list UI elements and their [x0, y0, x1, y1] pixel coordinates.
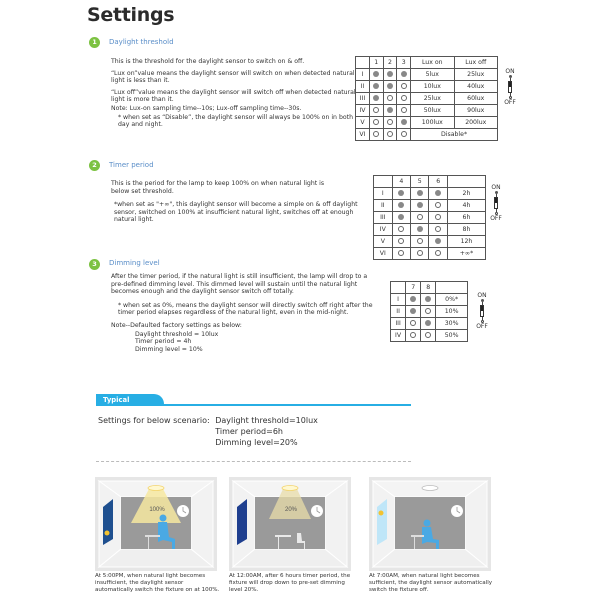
- dip-off-icon: [417, 250, 423, 256]
- dip-cell: [383, 105, 397, 117]
- table-header-cell: 2: [383, 57, 397, 69]
- table-row: [391, 318, 468, 330]
- row-label: II: [356, 81, 370, 93]
- table-row: [374, 224, 486, 236]
- paragraph: “Lux off”value means the daylight sensor will switch off when detected natural light is more than it.: [111, 88, 356, 104]
- window: [103, 499, 113, 545]
- dip-cell: [406, 306, 421, 318]
- value-cell: 60lux: [454, 93, 498, 105]
- table-header-cell: 5: [411, 176, 429, 188]
- paragraph: This is the threshold for the daylight sensor to switch on & off.: [111, 58, 305, 65]
- row-label: I: [356, 69, 370, 81]
- dip-cell: [383, 93, 397, 105]
- row-label: V: [374, 236, 393, 248]
- dip-cell: [411, 188, 429, 200]
- dip-off-icon: [435, 250, 441, 256]
- table-header-cell: Lux off: [454, 57, 498, 69]
- footnote: *when set as "+∞", this daylight sensor will become a simple on & off daylight sensor, switched on 100% at insufficient natural light, switches off at enough natural light.: [114, 201, 358, 224]
- ceiling-lamp: [422, 486, 438, 491]
- dip-off-icon: [401, 83, 407, 89]
- table-row: [356, 81, 498, 93]
- value-cell: 12h: [447, 236, 485, 248]
- dip-cell: [429, 248, 447, 260]
- typical-application-label: Typical application: [96, 394, 164, 406]
- value-cell: 30%: [436, 318, 468, 330]
- dip-on-icon: [417, 202, 423, 208]
- dip-cell: [421, 330, 436, 342]
- section-2-body: [111, 180, 358, 228]
- dip-cell: [369, 105, 383, 117]
- dip-cell: [397, 129, 411, 141]
- switch-on-label: ON: [491, 184, 501, 191]
- table-row: [391, 330, 468, 342]
- dip-cell: [383, 81, 397, 93]
- dip-cell: [429, 224, 447, 236]
- dip-off-icon: [373, 131, 379, 137]
- value-cell: 10lux: [411, 81, 454, 93]
- row-label: II: [391, 306, 406, 318]
- dip-cell: [369, 81, 383, 93]
- dip-off-icon: [398, 226, 404, 232]
- dip-cell: [383, 129, 397, 141]
- dip-cell: [411, 236, 429, 248]
- section-3-body: [111, 273, 376, 353]
- dip-cell: [421, 294, 436, 306]
- value-cell: 50%: [436, 330, 468, 342]
- table-header-row: [356, 57, 498, 69]
- switch-on-label: ON: [477, 292, 487, 299]
- dip-off-icon: [387, 95, 393, 101]
- dip-cell: [392, 188, 410, 200]
- scene-7am-caption: At 7:00AM, when natural light becomes sufficient, the daylight sensor automatically switch the fixture off.: [369, 573, 493, 593]
- dip-cell: [392, 200, 410, 212]
- dip-cell: [406, 330, 421, 342]
- table-header-cell: [391, 282, 406, 294]
- dip-off-icon: [401, 107, 407, 113]
- row-label: V: [356, 117, 370, 129]
- section-number-badge: 3: [89, 259, 100, 270]
- dip-cell: [429, 188, 447, 200]
- section-1-body: [111, 58, 356, 133]
- dip-on-icon: [425, 320, 431, 326]
- table-header-cell: [356, 57, 370, 69]
- window: [237, 499, 247, 545]
- row-label: I: [374, 188, 393, 200]
- switch-knob-icon: [494, 197, 498, 209]
- table-row: [356, 69, 498, 81]
- dip-cell: [411, 200, 429, 212]
- dip-cell: [383, 117, 397, 129]
- value-cell: 200lux: [454, 117, 498, 129]
- table-header-cell: [374, 176, 393, 188]
- table-header-cell: 1: [369, 57, 383, 69]
- dip-off-icon: [425, 332, 431, 338]
- table-row: [356, 117, 498, 129]
- dip-cell: [421, 306, 436, 318]
- scenario-value: Daylight threshold=10lux: [215, 416, 318, 425]
- dip-cell: [429, 236, 447, 248]
- row-label: IV: [356, 105, 370, 117]
- table-row: [356, 93, 498, 105]
- scenario-value: Timer period=6h: [215, 427, 283, 436]
- section-number-badge: 2: [89, 160, 100, 171]
- section-title-daylight-threshold: Daylight threshold: [109, 38, 174, 46]
- scenario-label: Settings for below scenario:: [98, 416, 210, 425]
- dip-off-icon: [425, 308, 431, 314]
- section-number-badge: 1: [89, 37, 100, 48]
- table-row: [374, 248, 486, 260]
- row-label: IV: [391, 330, 406, 342]
- dip-off-icon: [373, 119, 379, 125]
- dip-cell: [421, 318, 436, 330]
- row-label: VI: [374, 248, 393, 260]
- dip-cell: [383, 69, 397, 81]
- dip-cell: [369, 129, 383, 141]
- table-header-cell: 8: [421, 282, 436, 294]
- footnote: * when set as “Disable”, the daylight sensor will always be 100% on in both day and night.: [118, 113, 354, 129]
- paragraph: “Lux on”value means the daylight sensor will switch on when detected natural light is less than it.: [111, 69, 355, 85]
- dip-off-icon: [401, 131, 407, 137]
- daylight-threshold-table: [355, 56, 498, 141]
- table-header-cell: 7: [406, 282, 421, 294]
- value-cell: 40lux: [454, 81, 498, 93]
- table-row: [374, 188, 486, 200]
- dip-switch-indicator: [501, 68, 519, 106]
- switch-knob-icon: [508, 81, 512, 93]
- dip-cell: [411, 224, 429, 236]
- dip-switch-indicator: [473, 292, 491, 330]
- dip-on-icon: [398, 214, 404, 220]
- dip-cell: [392, 236, 410, 248]
- dip-cell: [429, 212, 447, 224]
- scene-12am-caption: At 12:00AM, after 6 hours timer period, the fixture will drop down to pre-set dimming level 20%.: [229, 573, 351, 593]
- scene-7am-illustration: [369, 477, 491, 571]
- dip-off-icon: [410, 320, 416, 326]
- value-cell: 4h: [447, 200, 485, 212]
- default-setting: Timer period = 4h: [135, 338, 192, 346]
- dip-on-icon: [410, 296, 416, 302]
- dashed-divider: [96, 461, 411, 462]
- dip-off-icon: [387, 131, 393, 137]
- dimming-level-table: [390, 281, 468, 342]
- row-label: II: [374, 200, 393, 212]
- sun-icon: [105, 531, 110, 536]
- dip-cell: [397, 81, 411, 93]
- dip-cell: [392, 248, 410, 260]
- value-cell: 0%*: [436, 294, 468, 306]
- row-label: III: [356, 93, 370, 105]
- table-row: [374, 200, 486, 212]
- switch-off-label: OFF: [504, 99, 516, 106]
- dip-on-icon: [401, 119, 407, 125]
- window: [377, 499, 387, 545]
- dip-on-icon: [373, 83, 379, 89]
- section-title-timer-period: Timer period: [109, 161, 154, 169]
- value-cell: 25lux: [411, 93, 454, 105]
- paragraph: This is the period for the lamp to keep 100% on when natural light is below set threshold.: [111, 180, 325, 195]
- light-level-label: 100%: [149, 507, 165, 513]
- table-header-cell: Lux on: [411, 57, 454, 69]
- timer-period-table: [373, 175, 486, 260]
- table-row: [356, 129, 498, 141]
- dip-cell: [369, 117, 383, 129]
- row-label: III: [374, 212, 393, 224]
- value-cell: 25lux: [454, 69, 498, 81]
- dip-cell: [392, 212, 410, 224]
- dip-off-icon: [398, 250, 404, 256]
- dip-off-icon: [417, 214, 423, 220]
- footnote: * when set as 0%, means the daylight sensor will directly switch off right after the timer period elapses regardless of the natural light, even in the mid-night.: [118, 301, 373, 317]
- dip-cell: [369, 93, 383, 105]
- dip-cell: [392, 224, 410, 236]
- dip-on-icon: [417, 190, 423, 196]
- switch-on-label: ON: [505, 68, 515, 75]
- value-cell: 50lux: [411, 105, 454, 117]
- value-cell: 2h: [447, 188, 485, 200]
- value-cell: 90lux: [454, 105, 498, 117]
- dip-off-icon: [435, 226, 441, 232]
- value-cell: 100lux: [411, 117, 454, 129]
- ceiling-lamp: [282, 486, 298, 491]
- dip-cell: [397, 69, 411, 81]
- dip-on-icon: [435, 190, 441, 196]
- dip-cell: [411, 248, 429, 260]
- switch-off-label: OFF: [490, 215, 502, 222]
- dip-on-icon: [410, 308, 416, 314]
- scene-5pm-illustration: [95, 477, 217, 571]
- value-cell: 10%: [436, 306, 468, 318]
- dip-on-icon: [417, 226, 423, 232]
- dip-on-icon: [435, 238, 441, 244]
- dip-off-icon: [387, 119, 393, 125]
- value-cell: +∞*: [447, 248, 485, 260]
- dip-on-icon: [398, 202, 404, 208]
- default-setting: Daylight threshold = 10lux: [135, 330, 219, 338]
- dip-off-icon: [410, 332, 416, 338]
- sun-icon: [379, 511, 384, 516]
- value-cell: Disable*: [411, 129, 498, 141]
- dip-on-icon: [387, 71, 393, 77]
- dip-on-icon: [401, 71, 407, 77]
- dip-off-icon: [373, 107, 379, 113]
- table-header-cell: 6: [429, 176, 447, 188]
- table-header-cell: [436, 282, 468, 294]
- value-cell: 8h: [447, 224, 485, 236]
- section-title-dimming-level: Dimming level: [109, 259, 160, 267]
- dip-on-icon: [425, 296, 431, 302]
- dip-cell: [397, 105, 411, 117]
- scene-5pm-caption: At 5:00PM, when natural light becomes insufficient, the daylight sensor automatically switch the fixture on at 100%.: [95, 573, 220, 593]
- dip-cell: [397, 93, 411, 105]
- ceiling-lamp: [148, 486, 164, 491]
- default-setting: Dimming level = 10%: [135, 345, 203, 353]
- row-label: I: [391, 294, 406, 306]
- table-row: [391, 306, 468, 318]
- dip-on-icon: [387, 107, 393, 113]
- row-label: III: [391, 318, 406, 330]
- dip-cell: [406, 294, 421, 306]
- switch-knob-icon: [480, 305, 484, 317]
- value-cell: 5lux: [411, 69, 454, 81]
- table-header-row: [391, 282, 468, 294]
- switch-off-label: OFF: [476, 323, 488, 330]
- defaults-note: Note--Defaulted factory settings as below:: [111, 321, 242, 329]
- row-label: VI: [356, 129, 370, 141]
- typical-application-header: [96, 394, 411, 416]
- dip-cell: [411, 212, 429, 224]
- dip-off-icon: [398, 238, 404, 244]
- defaults-list: [111, 331, 376, 354]
- dip-off-icon: [401, 95, 407, 101]
- dip-cell: [397, 117, 411, 129]
- paragraph: Note: Lux-on sampling time--10s; Lux-off sampling time--30s.: [111, 104, 302, 112]
- dip-cell: [406, 318, 421, 330]
- dip-switch-indicator: [487, 184, 505, 222]
- scenario-values: [215, 415, 318, 448]
- row-label: IV: [374, 224, 393, 236]
- page-title: Settings: [87, 4, 175, 26]
- scenario-value: Dimming level=20%: [215, 438, 298, 447]
- dip-on-icon: [387, 83, 393, 89]
- dip-cell: [369, 69, 383, 81]
- table-header-cell: 4: [392, 176, 410, 188]
- dip-cell: [429, 200, 447, 212]
- dip-off-icon: [435, 202, 441, 208]
- table-header-cell: [447, 176, 485, 188]
- table-header-row: [374, 176, 486, 188]
- table-header-cell: 3: [397, 57, 411, 69]
- paragraph: After the timer period, if the natural light is still insufficient, the lamp will drop to a pre-defined dimming level. This dimmed level will sustain until the natural light becomes enough and the daylight sensor switch off totally.: [111, 273, 368, 296]
- value-cell: 6h: [447, 212, 485, 224]
- dip-on-icon: [373, 95, 379, 101]
- dip-on-icon: [398, 190, 404, 196]
- scene-12am-illustration: [229, 477, 351, 571]
- table-row: [374, 236, 486, 248]
- light-level-label: 20%: [284, 507, 298, 513]
- dip-off-icon: [417, 238, 423, 244]
- table-row: [391, 294, 468, 306]
- scenario-settings: [98, 415, 318, 448]
- dip-off-icon: [435, 214, 441, 220]
- table-row: [374, 212, 486, 224]
- table-row: [356, 105, 498, 117]
- dip-on-icon: [373, 71, 379, 77]
